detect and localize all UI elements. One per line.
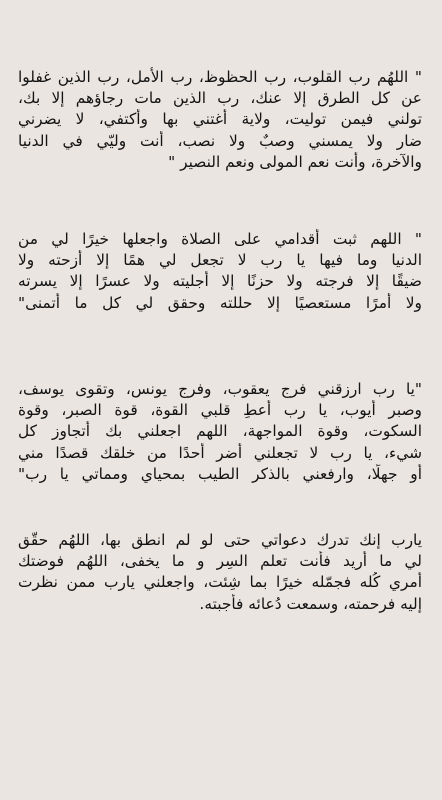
text-line: إليه فرحمته، وسمعت دُعائه فأجبته. (199, 594, 422, 613)
text-line: تولني فيمن توليت، ولاية أغتني بها وأكتفي، لا يضرني (18, 110, 422, 129)
text-line: وصبر أيوب، يا رب أعطِ قلبي القوة، قوة الصبر، وقوة (18, 401, 422, 420)
prayer-paragraph-2 (18, 229, 422, 314)
prayer-paragraph-4 (18, 530, 422, 615)
prayer-paragraph-1 (18, 67, 422, 173)
text-line: شيء، يا رب لا تجعلني أضر أحدًا من خلقك قصدًا مني (18, 443, 422, 462)
text-line: والآخرة، وأنت نعم المولى ونعم النصير " (168, 152, 422, 171)
text-line: لي ما أُريد فأنت تعلم السِر و ما يخفى، اللهُم فوضتك (18, 552, 422, 571)
text-line: ولا أمرًا مستعصيًا إلا حللته وحقق لي كل ما أتمنى" (18, 293, 422, 312)
text-line: الدنيا وما فيها يا رب لا تجعل لي همًا إلا أزحته ولا (18, 251, 422, 270)
text-line: " اللهم ثبت أقدامي على الصلاة واجعلها خيرًا لي من (18, 230, 422, 248)
text-line: ضار ولا يمسني وصبٌ ولا نصب، أنت وليّي في الدنيا (18, 131, 422, 150)
text-line: أو جهلًا، وارفعني بالذكر الطيب بمحياي ومماتي يا رب" (18, 464, 422, 483)
text-line: "يا رب ارزقني فرج يعقوب، وفرج يونس، وتقوى يوسف، (18, 380, 422, 398)
prayer-paragraph-3 (18, 379, 422, 485)
text-line: " اللهُم رب القلوب، رب الحظوظ، رب الأمل، رب الذين غفلوا (18, 68, 422, 86)
text-line: السكوت، وقوة المواجهة، اللهم اجعلني بك أتجاوز كل (18, 422, 422, 441)
text-line: أمري كُله فجمّله خيرًا بما شِئت، واجعلني يارب ممن نظرت (18, 573, 422, 592)
text-line: عن كل الطرق إلا عنك، رب الذين مات رجاؤهم إلا بك، (18, 89, 422, 108)
text-line: ضيقًا إلا فرجته ولا حزنًا إلا أجليته ولا عسرًا إلا يسرته (18, 272, 422, 291)
text-line: يارب إنك تدرك دعواتي حتى لو لم انطق بها، اللهُم حقّق (18, 531, 422, 549)
